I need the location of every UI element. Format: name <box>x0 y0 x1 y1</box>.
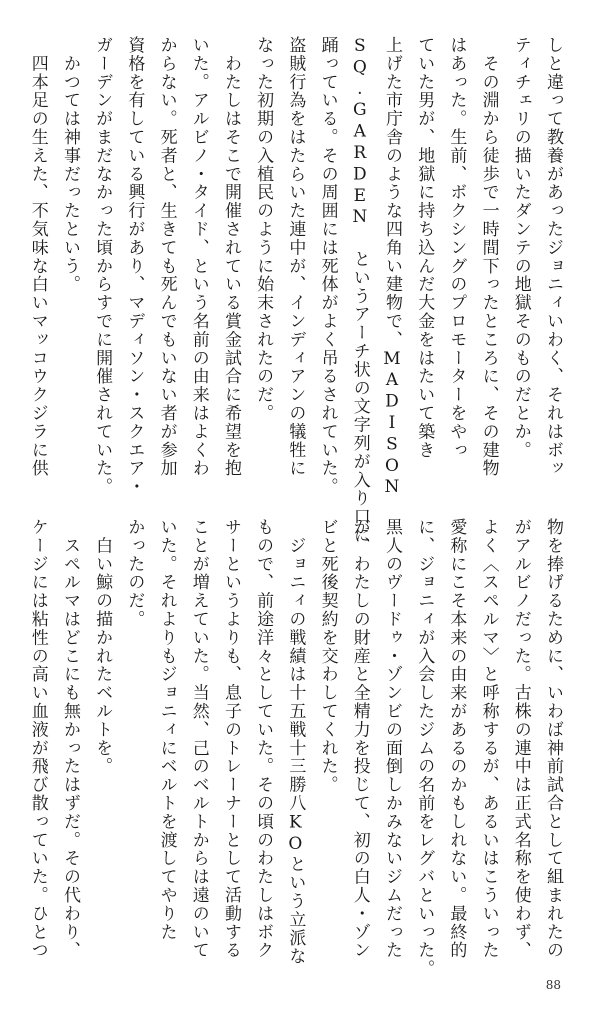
text-line: に、ジョニィが入会したジムの名前をレグバといった。 <box>414 518 435 978</box>
text-line: からない。死者と、生きても死んでもいない者が参加 <box>156 36 177 478</box>
text-line: 愛称にこそ本来の由来があるのかもしれない。最終的 <box>446 518 467 960</box>
text-line: しと違って教養があったジョニィいわく、それはボッ <box>543 36 563 478</box>
text-block-upper <box>27 36 569 545</box>
text-line: ケージには粘性の高い血液が飛び散っていた。ひとつ <box>27 518 48 960</box>
text-line: 白い鯨の描かれたベルトを。 <box>92 518 113 776</box>
text-line: かつては神事だったという。 <box>59 36 80 294</box>
text-line: わたしはそこで開催されている賞金試合に希望を抱 <box>220 36 241 478</box>
text-line: がアルビノだった。古株の連中は正式名称を使わず、 <box>510 518 531 960</box>
text-line: 物を捧げるために、いわば神前試合として組まれたの <box>543 518 563 960</box>
text-line: もので、前途洋々としていた。その頃のわたしはボク <box>253 518 274 960</box>
text-line: いた。それよりもジョニィにベルトを渡してやりた <box>156 518 177 942</box>
text-line: かったのだ。 <box>124 518 145 629</box>
text-line: いた。アルビノ・タイド、という名前の由来はよくわ <box>188 36 209 478</box>
text-line: ていた男が、地獄に持ち込んだ大金をはたいて築き <box>414 36 435 460</box>
text-line: はあった。生前、ボクシングのプロモーターをやっ <box>446 36 467 460</box>
text-line: ことが増えていた。当然、己のベルトからは遠のいて <box>188 518 209 960</box>
text-line: 資格を有している興行があり、マディソン・スクエア・ <box>124 36 145 496</box>
text-line: が、わたしの財産と全精力を投じて、初の白人・ゾン <box>349 518 370 960</box>
text-line: スペルマはどこにも無かったはずだ。その代わり、 <box>59 518 80 960</box>
text-line: 四本足の生えた、不気味な白いマッコウクジラに供 <box>27 36 48 478</box>
page-number: 88 <box>545 978 561 992</box>
text-line: 踊っている。その周囲には死体がよく吊るされていた。 <box>317 36 338 496</box>
text-line: よく〈スペルマ〉と呼称するが、あるいはこういった <box>478 518 499 960</box>
text-line: ジョニィの戦績は十五戦十三勝八KOという立派な <box>285 518 306 966</box>
text-block-lower <box>27 518 569 978</box>
text-line: SQ.GARDEN というアーチ状の文字列が入り口に <box>349 36 370 545</box>
text-line: ビと死後契約を交わしてくれた。 <box>317 518 338 794</box>
text-line: なった初期の入植民のように始末されたのだ。 <box>253 36 274 423</box>
text-line: その淵から徒歩で一時間下ったところに、その建物 <box>478 36 499 478</box>
text-line: 黒人のヴードゥ・ゾンビの面倒しかみないジムだった <box>381 518 402 960</box>
text-line: ガーデンがまだなかった頃からすでに開催されていた。 <box>92 36 113 496</box>
text-line: 盗賊行為をはたらいた連中が、インディアンの犠牲に <box>285 36 306 478</box>
text-line: 上げた市庁舎のような四角い建物で、MADISON <box>381 36 402 499</box>
text-line: ティチェリの描いたダンテの地獄そのものだとか。 <box>510 36 531 460</box>
text-line: サーというよりも、息子のトレーナーとして活動する <box>220 518 241 960</box>
